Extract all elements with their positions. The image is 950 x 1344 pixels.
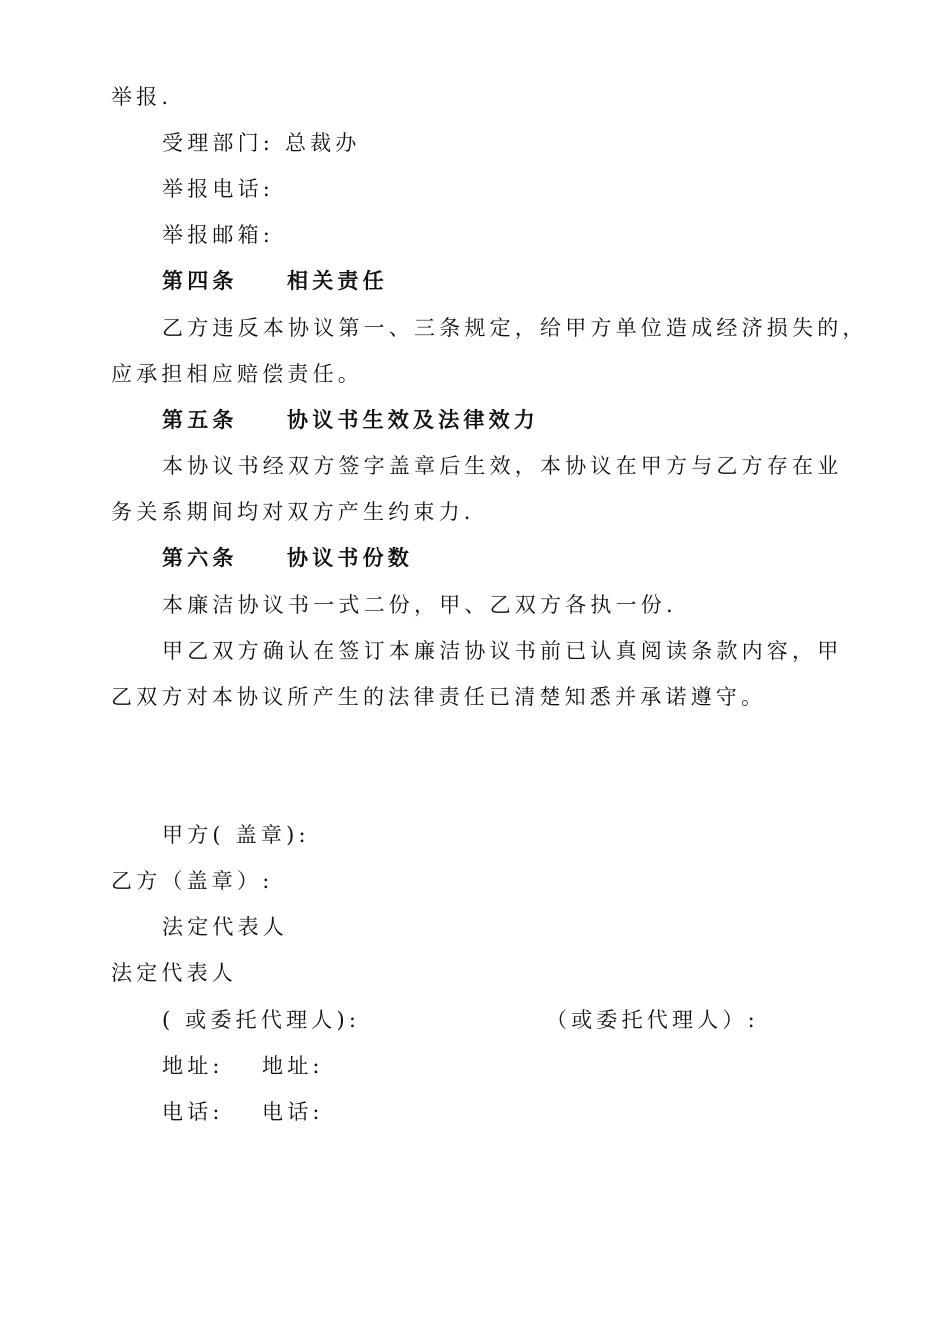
report-phone-label: 举报电话: xyxy=(162,177,275,201)
report-line-end: 举报. xyxy=(111,85,173,109)
article-4-title: 相关责任 xyxy=(287,269,388,293)
article-5-body-line-2: 务关系期间均对双方产生约束力. xyxy=(111,500,475,524)
article-6-title: 协议书份数 xyxy=(287,546,413,570)
report-email-label: 举报邮箱: xyxy=(162,223,275,247)
party-b-phone-label: 电话: xyxy=(262,1100,324,1124)
article-4-number: 第四条 xyxy=(162,269,238,293)
party-b-agent-label: （或委托代理人）: xyxy=(546,1008,759,1032)
party-b-seal-label: 乙方（盖章）: xyxy=(111,869,274,893)
receiving-department: 受理部门: 总裁办 xyxy=(162,131,361,155)
article-5-body-line-1: 本协议书经双方签字盖章后生效，本协议在甲方与乙方存在业 xyxy=(162,454,843,478)
party-a-legal-rep-label: 法定代表人 xyxy=(162,915,288,939)
party-a-agent-label: ( 或委托代理人): xyxy=(162,1008,361,1032)
article-6-number: 第六条 xyxy=(162,546,238,570)
party-a-seal-label: 甲方( 盖章): xyxy=(162,823,310,847)
confirmation-line-1: 甲乙双方确认在签订本廉洁协议书前已认真阅读条款内容，甲 xyxy=(162,639,843,663)
article-5-title: 协议书生效及法律效力 xyxy=(287,408,539,432)
article-4-body-line-2: 应承担相应赔偿责任。 xyxy=(111,362,363,386)
party-b-address-label: 地址: xyxy=(262,1054,324,1078)
party-b-legal-rep-label: 法定代表人 xyxy=(111,961,237,985)
article-6-body-line-1: 本廉洁协议书一式二份，甲、乙双方各执一份. xyxy=(162,593,677,617)
confirmation-line-2: 乙双方对本协议所产生的法律责任已清楚知悉并承诺遵守。 xyxy=(111,685,767,709)
party-a-phone-label: 电话: xyxy=(162,1100,224,1124)
article-4-body-line-1: 乙方违反本协议第一、三条规定，给甲方单位造成经济损失的， xyxy=(162,316,868,340)
party-a-address-label: 地址: xyxy=(162,1054,224,1078)
article-5-number: 第五条 xyxy=(162,408,238,432)
